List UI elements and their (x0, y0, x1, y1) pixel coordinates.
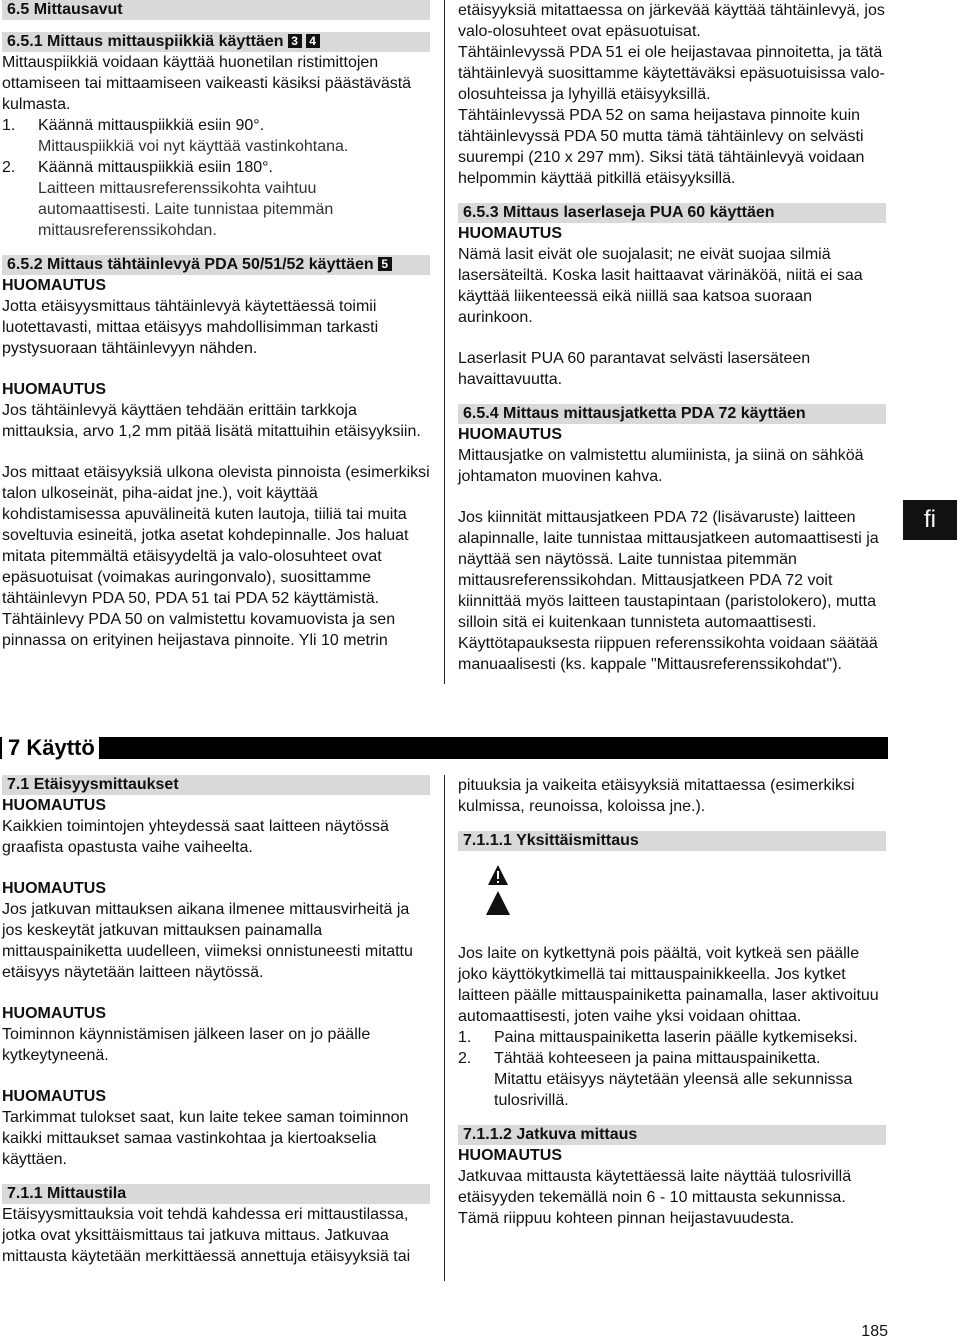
column-divider (444, 775, 445, 1281)
paragraph: Jos tähtäinlevyä käyttäen tehdään erittäin tarkkoja mittauksia, arvo 1,2 mm pitää lisätä mitattuihin etäisyyksiin. (2, 402, 421, 440)
chapter-heading-bar (0, 737, 888, 759)
section-heading-6-5-3: 6.5.3 Mittaus laserlaseja PUA 60 käyttäen (458, 203, 886, 223)
list-text: Käännä mittauspiikkiä esiin 90°. (38, 117, 265, 134)
list-text: Käännä mittauspiikkiä esiin 180°. (38, 159, 273, 176)
list-subtext: Laitteen mittausreferenssikohta vaihtuu automaattisesti. Laite tunnistaa pitemmän mittausreferenssikohdan. (38, 180, 334, 239)
note-label: HUOMAUTUS (2, 1005, 106, 1022)
section-heading-6-5: 6.5 Mittausavut (2, 0, 430, 20)
chapter-title: 7 Käyttö (2, 737, 99, 759)
paragraph: pituuksia ja vaikeita etäisyyksiä mitattaessa (esimerkiksi kulmissa, reunoissa, koloissa jne.). (458, 777, 855, 815)
figure-ref-3: 3 (288, 34, 302, 48)
section-heading-7-1-1-1: 7.1.1.1 Yksittäismittaus (458, 831, 886, 851)
list-number: 1. (2, 117, 16, 134)
paragraph: Tähtäinlevyssä PDA 52 on sama heijastava pinnoite kuin tähtäinlevyssä PDA 50 mutta tämä tähtäinlevy on selvästi suurempi (210 x 297 mm). Siksi tätä tähtäinlevyä voidaan helpommin käyttää pitkillä etäisyyksillä. (458, 107, 865, 187)
page-number: 185 (861, 1323, 888, 1340)
note-label: HUOMAUTUS (458, 225, 562, 242)
paragraph: Laserlasit PUA 60 parantavat selvästi lasersäteen havaittavuutta. (458, 350, 811, 388)
paragraph: Mittausjatke on valmistettu alumiinista, ja siinä on sähköä johtamaton muovinen kahva. (458, 447, 864, 485)
paragraph: Jos kiinnität mittausjatkeen PDA 72 (lisävaruste) laitteen alapinnalle, laite tunnistaa mittausjatkeen automaattisesti ja näyttää sen näytössä. Laite tunnistaa pitemmän mittausreferenssikohdan. Mittausjatkeen PDA 72 voit kiinnittää myös laitteen taustapintaan (paristolokero), mutta silloin sitä ei kuitenkaan tunnisteta automaattisesti. Käyttötapauksesta riippuen referenssikohta voidaan säätää manuaalisesti (ks. kappale "Mittausreferenssikohdat"). (458, 509, 879, 673)
paragraph: Jotta etäisyysmittaus tähtäinlevyä käytettäessä toimii luotettavasti, mittaa etäisyys mahdollisimman tarkasti pystysuoraan tähtäinlevyyn nähden. (2, 298, 379, 357)
note-label: HUOMAUTUS (2, 277, 106, 294)
section-heading-7-1: 7.1 Etäisyysmittaukset (2, 775, 430, 795)
warning-triangles-icon (484, 865, 524, 919)
section-heading-6-5-2: 6.5.2 Mittaus tähtäinlevyä PDA 50/51/52 käyttäen 5 (2, 255, 430, 275)
paragraph: etäisyyksiä mitattaessa on järkevää käyttää tähtäinlevyä, jos valo-olosuhteet ovat epäsuotuisat. (458, 2, 885, 40)
paragraph: Jatkuvaa mittausta käytettäessä laite näyttää tulosrivillä etäisyyden tekemällä noin 6 - 10 mittausta sekunnissa. Tämä riippuu kohteen pinnan heijastavuudesta. (458, 1168, 852, 1227)
paragraph: Jos laite on kytkettynä pois päältä, voit kytkeä sen päälle joko käyttökytkimellä tai mittauspainikkeella. Jos kytket laitteen päälle mittauspainiketta painamalla, laser aktivoituu automaattisesti, joten vaihe yksi voidaan ohittaa. (458, 945, 879, 1025)
note-label: HUOMAUTUS (2, 880, 106, 897)
list-subtext: Mittauspiikkiä voi nyt käyttää vastinkohtana. (38, 138, 349, 155)
paragraph: Mittauspiikkiä voidaan käyttää huonetilan ristimittojen ottamiseen tai mittaamiseen vaikeasti käsiksi päästävästä kulmasta. (2, 54, 412, 113)
paragraph: Tarkimmat tulokset saat, kun laite tekee saman toiminnon kaikki mittaukset samaa vastinkohtaa ja kiertoakselia käyttäen. (2, 1109, 409, 1168)
list-number: 2. (2, 159, 16, 176)
note-label: HUOMAUTUS (458, 426, 562, 443)
section-heading-7-1-1: 7.1.1 Mittaustila (2, 1184, 430, 1204)
paragraph: Kaikkien toimintojen yhteydessä saat laitteen näytössä graafista opastusta vaihe vaiheelta. (2, 818, 389, 856)
top-left-column (2, 0, 430, 651)
list-subtext: Mitattu etäisyys näytetään yleensä alle sekunnissa tulosrivillä. (494, 1071, 853, 1109)
paragraph: Toiminnon käynnistämisen jälkeen laser on jo päälle kytkeytyneenä. (2, 1026, 371, 1064)
paragraph: Jos mittaat etäisyyksiä ulkona olevista pinnoista (esimerkiksi talon ulkoseinät, piha-aidat jne.), voit käyttää kohdistamisessa apuvälineitä kuten lautoja, tiiliä tai muita soveltuvia esineitä, jotka asetat kohdepinnalle. Jos haluat mitata pitemmältä etäisyydeltä ja valo-olosuhteet ovat epäsuotuisat (voimakas auringonvalo), suosittamme tähtäinlevyn PDA 50, PDA 51 tai PDA 52 käyttämistä. Tähtäinlevy PDA 50 on valmistettu kovamuovista ja sen pinnassa on erityinen heijastava pinnoite. Yli 10 metrin (2, 464, 430, 649)
section-heading-6-5-4: 6.5.4 Mittaus mittausjatketta PDA 72 käyttäen (458, 404, 886, 424)
paragraph: Nämä lasit eivät ole suojalasit; ne eivät suojaa silmiä lasersäteiltä. Koska lasit haittaavat värinäköä, niitä ei saa käyttää liikenteessä eikä niillä saa katsoa suoraan aurinkoon. (458, 246, 863, 326)
list-item (2, 115, 430, 136)
list-item (458, 1048, 886, 1069)
figure-ref-4: 4 (306, 34, 320, 48)
paragraph: Etäisyysmittauksia voit tehdä kahdessa eri mittaustilassa, jotka ovat yksittäismittaus tai jatkuva mittaus. Jatkuvaa mittausta käytetään merkittäessä annettuja etäisyyksiä tai (2, 1206, 411, 1265)
figure-ref-5: 5 (378, 257, 392, 271)
bottom-left-column (2, 775, 430, 1267)
column-divider (444, 0, 445, 684)
list-text: Paina mittauspainiketta laserin päälle kytkemiseksi. (494, 1029, 858, 1046)
bottom-right-column (458, 775, 886, 1229)
top-right-column (458, 0, 886, 675)
section-heading-7-1-1-2: 7.1.1.2 Jatkuva mittaus (458, 1125, 886, 1145)
note-label: HUOMAUTUS (2, 797, 106, 814)
note-label: HUOMAUTUS (2, 381, 106, 398)
list-text: Tähtää kohteeseen ja paina mittauspainiketta. (494, 1050, 821, 1067)
language-tab: fi (903, 500, 957, 540)
paragraph: Tähtäinlevyssä PDA 51 ei ole heijastavaa pinnoitetta, ja tätä tähtäinlevyä suosittamme käytettäväksi epäsuotuisissa valo-olosuhteissa ja lyhyillä etäisyyksillä. (458, 44, 885, 103)
section-heading-6-5-1: 6.5.1 Mittaus mittauspiikkiä käyttäen 3 4 (2, 32, 430, 52)
note-label: HUOMAUTUS (458, 1147, 562, 1164)
list-item (2, 157, 430, 178)
note-label: HUOMAUTUS (2, 1088, 106, 1105)
list-item (458, 1027, 886, 1048)
list-number: 1. (458, 1029, 472, 1046)
paragraph: Jos jatkuvan mittauksen aikana ilmenee mittausvirheitä ja jos keskeytät jatkuvan mittauksen painamalla mittauspainiketta uudelleen, viimeksi onnistuneesti mitattu etäisyys näytetään laitteen näytössä. (2, 901, 413, 981)
list-number: 2. (458, 1050, 472, 1067)
